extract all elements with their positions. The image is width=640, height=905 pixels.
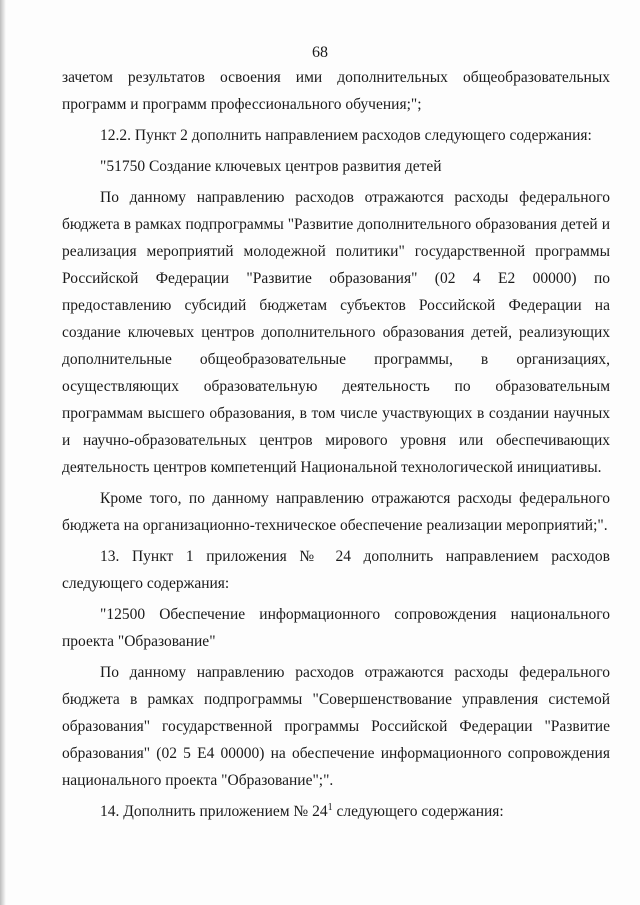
paragraph-1: зачетом результатов освоения ими дополнительных общеобразовательных программ и программ профессионального обучения;"; bbox=[62, 69, 610, 113]
document-body bbox=[62, 64, 610, 825]
paragraph-6: 13. Пункт 1 приложения № 24 дополнить направлением расходов следующего содержания: bbox=[62, 548, 610, 592]
paragraph-9 bbox=[62, 798, 610, 825]
paragraph-5: Кроме того, по данному направлению отражаются расходы федерального бюджета на организационно-техническое обеспечение реализации мероприятий;". bbox=[62, 490, 610, 534]
page-number: 68 bbox=[312, 44, 328, 61]
paragraph-7: "12500 Обеспечение информационного сопровождения национального проекта "Образование" bbox=[62, 606, 610, 650]
paragraph-2: 12.2. Пункт 2 дополнить направлением расходов следующего содержания: bbox=[100, 127, 592, 144]
scan-edge-shadow bbox=[0, 0, 6, 905]
paragraph-9-superscript: 1 bbox=[327, 801, 333, 813]
paragraph-3: "51750 Создание ключевых центров развития детей bbox=[100, 158, 442, 175]
paragraph-9-text: 14. Дополнить приложением № 24 bbox=[100, 803, 328, 820]
paragraph-8: По данному направлению расходов отражаются расходы федерального бюджета в рамках подпрограммы "Совершенствование управления системой образования" государственной программы Российской Федерации "Развитие образования" (02 5 Е4 00000) на обеспечение информационного сопровождения национального проекта "Образование";". bbox=[62, 664, 610, 789]
paragraph-4: По данному направлению расходов отражаются расходы федерального бюджета в рамках подпрограммы "Развитие дополнительного образования детей и реализация мероприятий молодежной политики" государственной программы Российской Федерации "Развитие образования" (02 4 Е2 00000) по предоставлению субсидий бюджетам субъектов Российской Федерации на создание ключевых центров дополнительного образования детей, реализующих дополнительные общеобразовательные программы, в организациях, осуществляющих образовательную деятельность по образовательным программам высшего образования, в том числе участвующих в создании научных и научно-образовательных центров мирового уровня или обеспечивающих деятельность центров компетенций Национальной технологической инициативы. bbox=[62, 189, 610, 476]
paragraph-9-tail: следующего содержания: bbox=[332, 803, 504, 820]
